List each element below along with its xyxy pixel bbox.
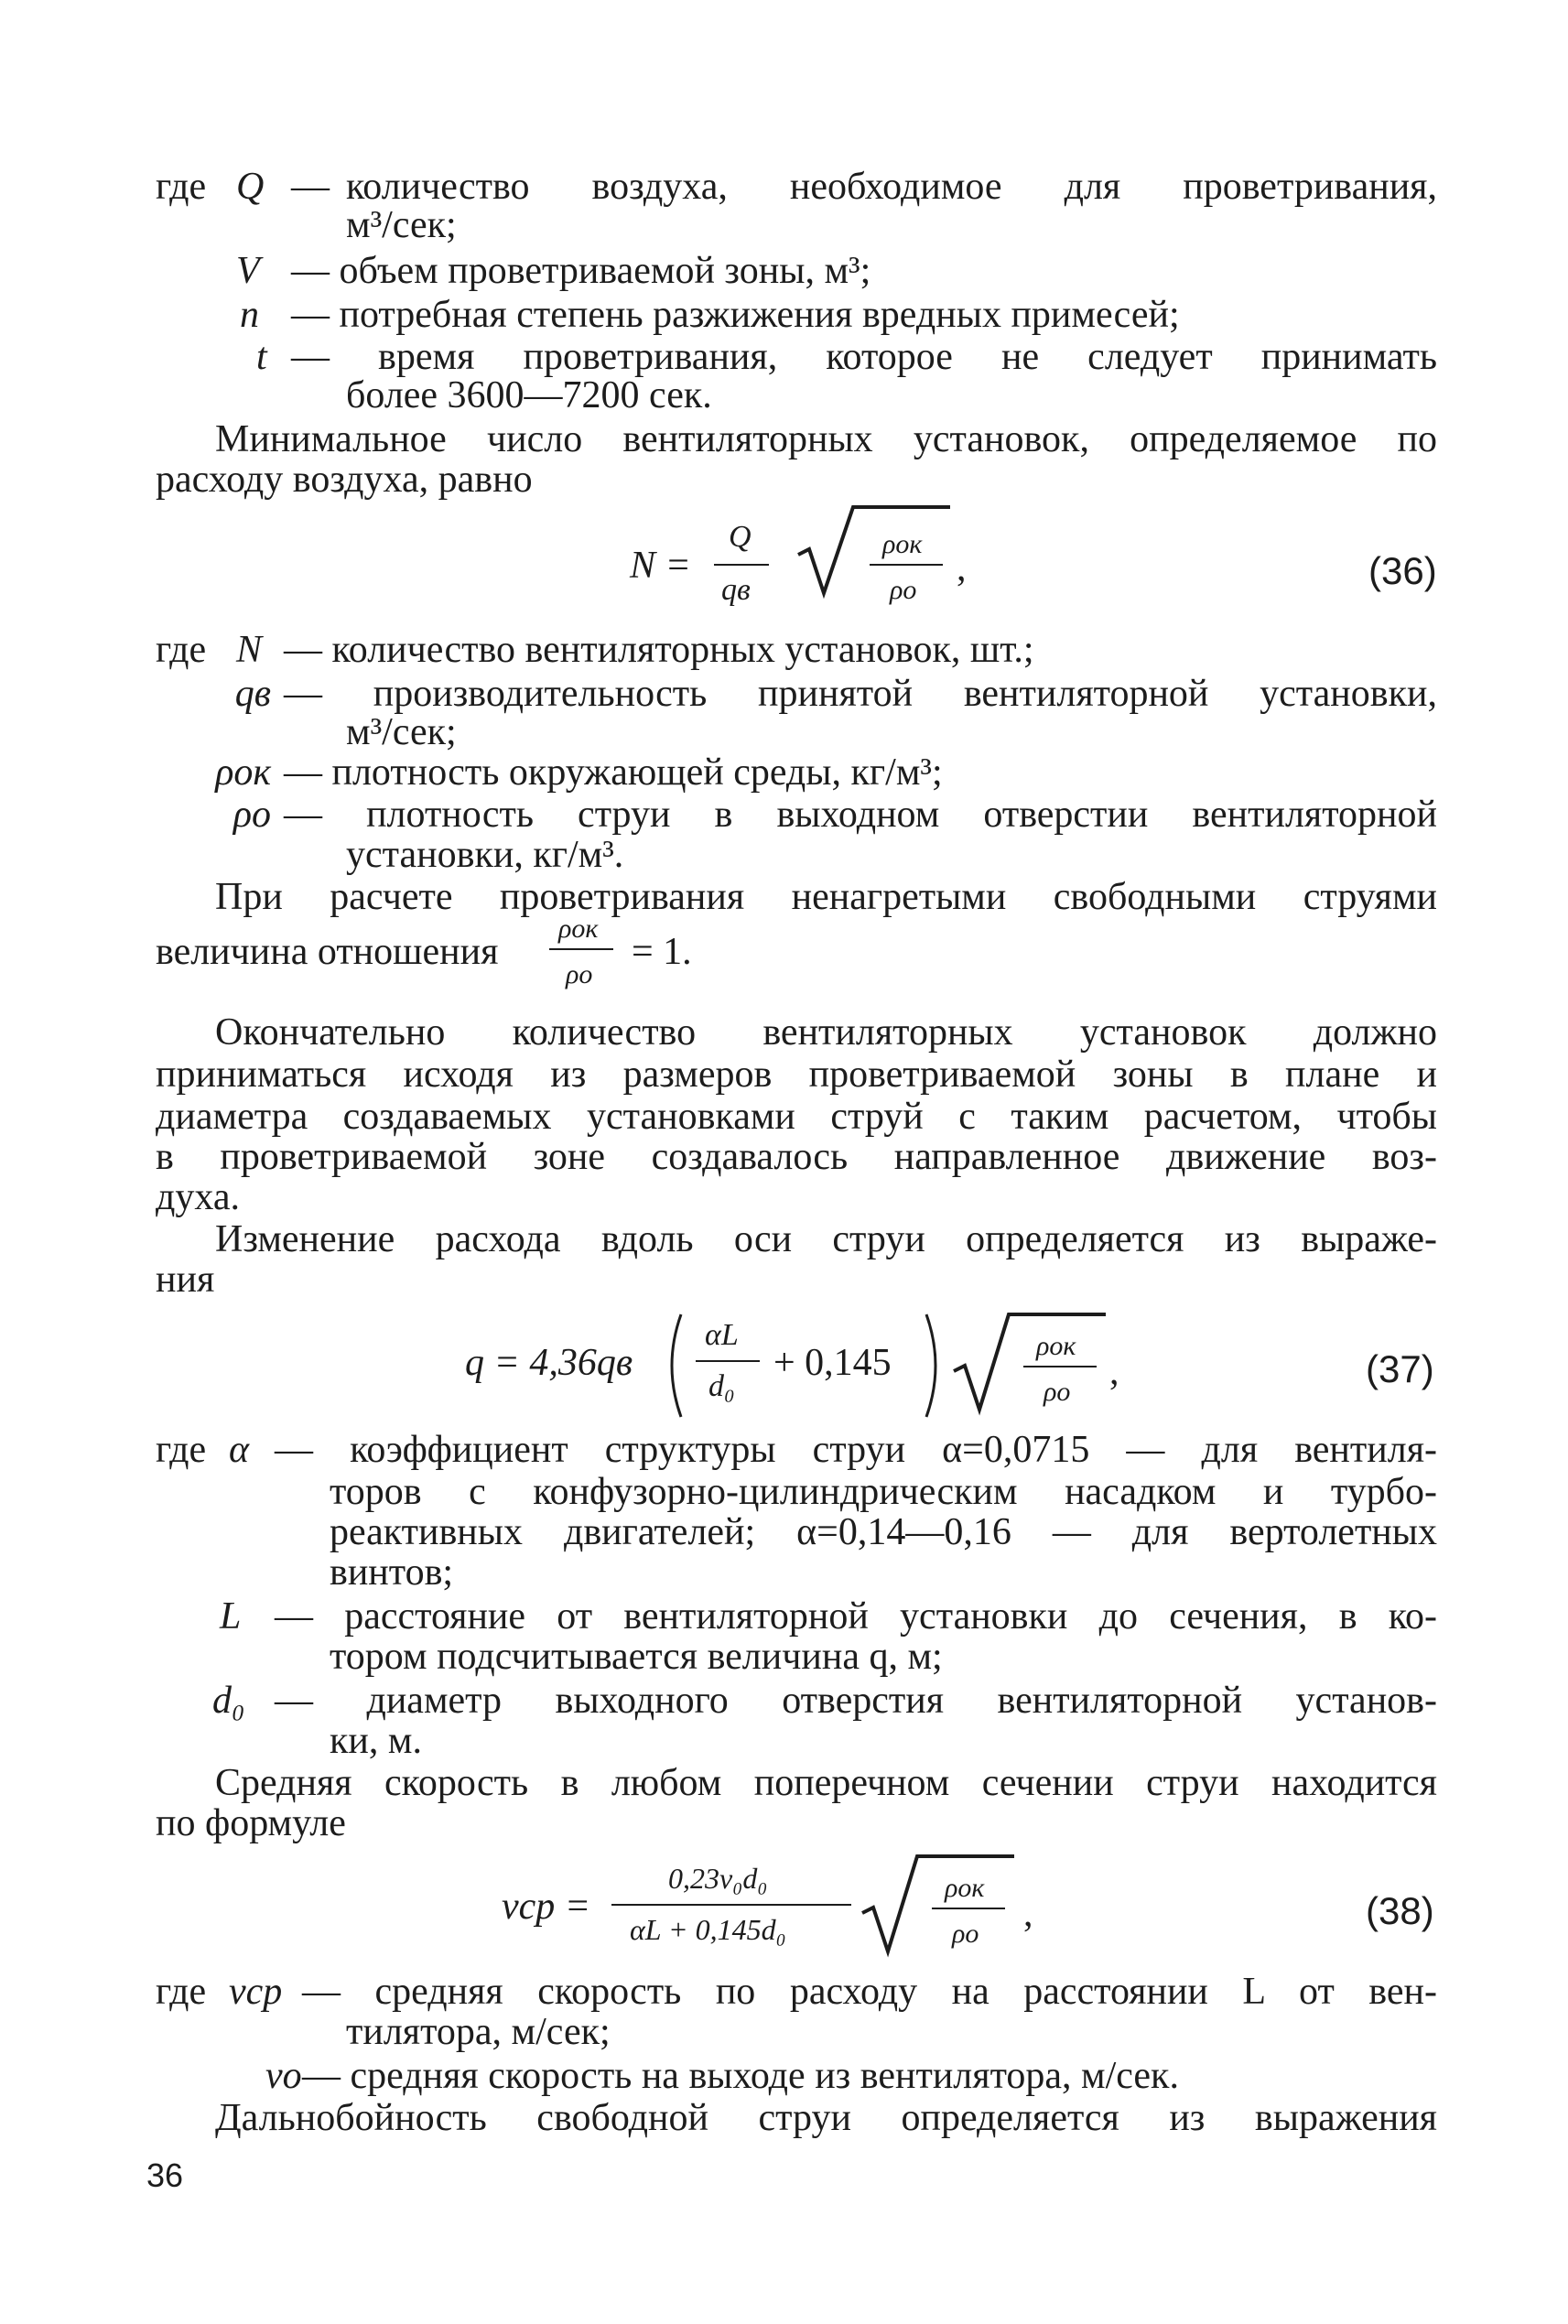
eq37-fraction-bar [696,1360,760,1362]
eq36-number: (36) [1368,549,1437,592]
symbol-vcp: vср [229,1971,283,2013]
eq36-radicand-den: ρо [890,575,917,605]
text-line: м³/сек; [346,711,457,753]
eq38-comma: , [1023,1893,1033,1935]
text-line: — потребная степень разжижения вредных примесей; [291,294,1180,336]
text-line: по формуле [156,1802,346,1844]
symbol-v0: vо [265,2055,302,2097]
eq37-denominator: d₀ [708,1369,735,1403]
symbol-rho-ok: ρок [215,751,271,794]
text-line: Средняя скорость в любом поперечном сечении струи находится [215,1762,1437,1804]
where-label-2: где [156,629,207,671]
text-line: духа. [156,1176,240,1218]
symbol-V: V [236,250,260,292]
text-line: винтов; [330,1551,454,1594]
eq38-numerator: 0,23v₀d₀ [668,1862,768,1895]
text-line: тором подсчитывается величина q, м; [330,1636,943,1678]
symbol-rho-o: ρо [232,794,271,836]
symbol-N: N [236,629,263,671]
text-line: Окончательно количество вентиляторных установок должно [215,1011,1437,1054]
text-line: Изменение расхода вдоль оси струи определяется из выраже- [215,1218,1437,1260]
symbol-Q: Q [236,166,265,208]
text-line: — объем проветриваемой зоны, м³; [291,250,871,292]
eq36-radicand-num: ρок [882,529,923,559]
eq36-lhs: N = [630,545,691,587]
symbol-qv: qв [234,673,271,715]
text-line: — количество вентиляторных установок, шт.; [284,629,1034,671]
text-line: — плотность струи в выходном отверстии вентиляторной [284,794,1437,836]
text-line: более 3600—7200 сек. [346,374,712,416]
text-line: — расстояние от вентиляторной установки до сечения, в ко- [275,1595,1437,1638]
text-line: — время проветривания, которое не следует принимать [291,336,1437,378]
eq37-radical-sign [952,1307,1108,1417]
text-line: приниматься исходя из размеров проветриваемой зоны в плане и [156,1054,1437,1096]
eq36-denominator: qв [721,573,751,607]
text-line: тилятора, м/сек; [346,2011,611,2053]
eq37-radicand-bar [1023,1366,1097,1367]
text-line: установки, кг/м³. [346,834,624,876]
eq37-plus-term: + 0,145 [773,1342,892,1384]
eq36-fraction-bar [714,564,769,566]
text-line: — плотность окружающей среды, кг/м³; [284,751,943,794]
eq37-lhs: q = 4,36qв [465,1342,633,1384]
eq37-numerator: αL [705,1318,739,1352]
eq38-radicand-bar [932,1908,1005,1909]
ratio-denominator: ρо [566,959,593,989]
text-line: — средняя скорость на выходе из вентилятора, м/сек. [302,2055,1179,2097]
eq38-radicand-num: ρок [945,1873,985,1903]
where-label-1: где [156,166,207,208]
eq37-number: (37) [1366,1347,1434,1390]
dash-1: — [291,166,330,208]
text-line: ки, м. [330,1720,422,1762]
eq38-lhs: vср = [502,1886,591,1928]
eq38-radical-sign [860,1849,1016,1959]
where-label-4: где [156,1971,207,2013]
text-line: — производительность принятой вентиляторной установки, [284,673,1437,715]
text-line: диаметра создаваемых установками струй с таким расчетом, чтобы [156,1096,1437,1138]
symbol-alpha: α [229,1429,250,1471]
eq38-denominator: αL + 0,145d₀ [630,1913,786,1946]
text-line: — средняя скорость по расходу на расстоянии L от вен- [302,1971,1437,2013]
text-line: м³/сек; [346,204,457,246]
text-line: количество воздуха, необходимое для проветривания, [346,166,1437,208]
symbol-n: n [240,294,259,336]
symbol-L: L [220,1595,242,1638]
text-line: ния [156,1259,215,1301]
symbol-t: t [256,336,267,378]
eq37-radicand-num: ρок [1036,1331,1076,1361]
text-line: Минимальное число вентиляторных установок, определяемое по [215,418,1437,460]
text-line: — коэффициент структуры струи α=0,0715 — для вентиля- [275,1429,1437,1471]
eq36-numerator: Q [729,520,752,554]
page-number: 36 [146,2156,184,2194]
text-line: в проветриваемой зоне создавалось направленное движение воз- [156,1136,1437,1178]
where-label-3: где [156,1429,207,1471]
text-line: величина отношения [156,931,499,973]
text-line: расходу воздуха, равно [156,459,533,501]
text-line: — диаметр выходного отверстия вентиляторной установ- [275,1680,1437,1722]
eq37-left-paren [659,1311,687,1421]
text-line: реактивных двигателей; α=0,14—0,16 — для вертолетных [330,1511,1437,1553]
eq36-radicand-bar [870,564,943,566]
ratio-bar [549,948,613,950]
ratio-numerator: ρок [558,913,599,944]
symbol-d0: d₀ [212,1680,245,1722]
eq37-right-paren [921,1311,948,1421]
eq38-number: (38) [1366,1889,1434,1932]
eq37-comma: , [1109,1351,1119,1393]
eq38-fraction-bar [611,1904,851,1906]
text-line: При расчете проветривания ненагретыми свободными струями [215,876,1437,918]
eq38-radicand-den: ρо [952,1919,979,1949]
eq36-comma: , [957,547,967,589]
text-line: = 1. [632,931,692,973]
eq36-radical-sign [796,502,952,605]
eq37-radicand-den: ρо [1044,1377,1071,1407]
text-line: Дальнобойность свободной струи определяется из выражения [215,2097,1437,2139]
text-line: торов с конфузорно-цилиндрическим насадком и турбо- [330,1471,1437,1513]
